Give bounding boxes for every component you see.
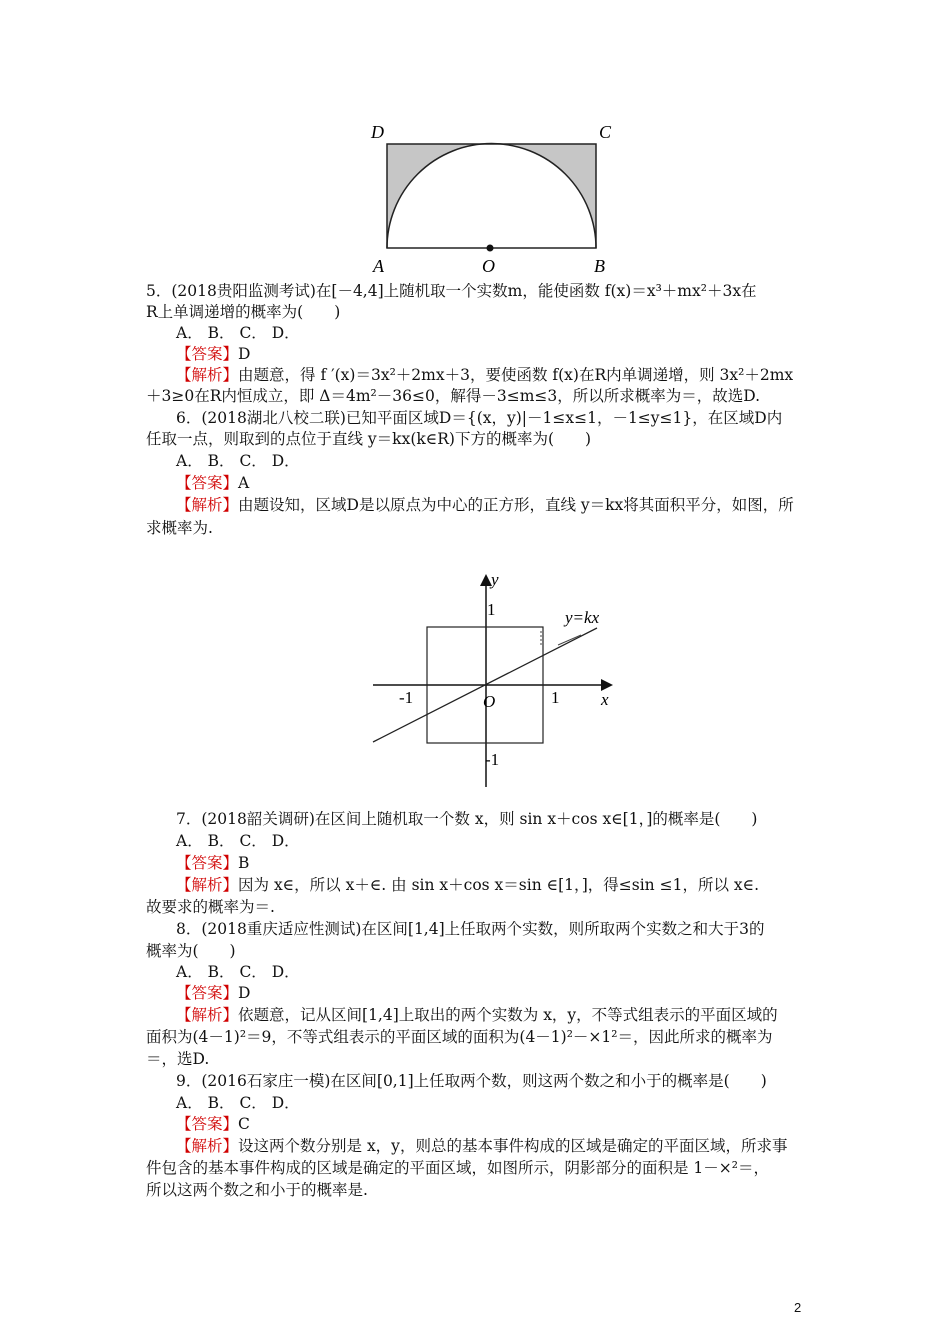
answer-tag: 【答案】 (176, 984, 239, 1002)
q9-analysis-line3: 所以这两个数之和小于的概率是. (146, 1181, 368, 1199)
label-d: D (371, 122, 384, 142)
q5-analysis-line1 (176, 365, 793, 385)
label-a: A (373, 256, 384, 276)
q5-stem-line2: R上单调递增的概率为( ) (146, 303, 341, 321)
q9-analysis-line1 (176, 1136, 787, 1156)
q6-analysis-line2: 求概率为. (146, 519, 213, 537)
q5-analysis-line2: ＋3≥0在R内恒成立，即 Δ＝4m²－36≤0，解得－3≤m≤3，所以所求概率为＝，故选D. (146, 387, 761, 405)
tick-x-pos: 1 (551, 688, 560, 707)
q5-stem-line1: 5．(2018贵阳监测考试)在[－4,4]上随机取一个实数m，能使函数 f(x)＝x³＋mx²＋3x在 (146, 282, 757, 300)
q9-stem-line1: 9．(2016石家庄一模)在区间[0,1]上任取两个数，则这两个数之和小于的概率是( ) (176, 1072, 767, 1090)
square-line-figure (365, 565, 625, 795)
q5-options: A． B． C． D． (176, 324, 300, 342)
analysis-text: 设这两个数分别是 x，y，则总的基本事件构成的区域是确定的平面区域，所求事 (238, 1137, 788, 1155)
q5-answer (176, 344, 250, 364)
q8-options: A． B． C． D． (176, 963, 300, 981)
answer-tag: 【答案】 (176, 854, 239, 872)
analysis-tag: 【解析】 (176, 1006, 239, 1024)
q7-answer (176, 853, 249, 873)
answer-tag: 【答案】 (176, 345, 239, 363)
analysis-tag: 【解析】 (176, 1137, 239, 1155)
label-pointer (558, 635, 581, 645)
q6-answer (176, 473, 249, 493)
page-number: 2 (794, 1300, 802, 1315)
q6-analysis-line1 (176, 495, 794, 515)
analysis-tag: 【解析】 (176, 876, 239, 894)
line-label: y=kx (565, 608, 600, 627)
tick-y-neg: -1 (485, 750, 500, 769)
q9-analysis-line2: 件包含的基本事件构成的区域是确定的平面区域，如图所示，阴影部分的面积是 1－×²＝， (146, 1159, 769, 1177)
q9-options: A． B． C． D． (176, 1094, 300, 1112)
axis-x-label: x (601, 690, 609, 709)
origin-label: O (483, 692, 496, 711)
analysis-text: 因为 x∈，所以 x＋∈. 由 sin x＋cos x＝sin ∈[1，]，得≤sin ≤1，所以 x∈. (238, 876, 760, 894)
semicircle-rectangle-figure (365, 118, 625, 278)
answer-value: A (238, 474, 250, 492)
q9-answer (176, 1114, 250, 1134)
tick-y-pos: 1 (487, 600, 496, 619)
q8-answer (176, 983, 250, 1003)
label-o: O (482, 256, 495, 276)
analysis-text: 由题设知，区域D是以原点为中心的正方形，直线 y＝kx将其面积平分，如图，所 (238, 496, 794, 514)
center-point-o (487, 245, 494, 252)
q6-stem-line1: 6．(2018湖北八校二联)已知平面区域D＝{(x，y)|－1≤x≤1，－1≤y≤1}，在区域D内 (176, 409, 783, 427)
q7-stem-line1: 7．(2018韶关调研)在区间上随机取一个数 x，则 sin x＋cos x∈[1，]的概率是( ) (176, 810, 758, 828)
label-b: B (594, 256, 605, 276)
answer-tag: 【答案】 (176, 1115, 239, 1133)
q6-options: A． B． C． D． (176, 452, 300, 470)
q8-analysis-line2: 面积为(4－1)²＝9，不等式组表示的平面区域的面积为(4－1)²－×1²＝，因此所求的概率为 (146, 1028, 773, 1046)
analysis-tag: 【解析】 (176, 366, 239, 384)
answer-value: B (238, 854, 250, 872)
answer-value: D (238, 984, 251, 1002)
analysis-text: 依题意，记从区间[1,4]上取出的两个实数为 x，y，不等式组表示的平面区域的 (238, 1006, 778, 1024)
shaded-region (387, 144, 596, 248)
q8-stem-line2: 概率为( ) (146, 942, 236, 960)
q7-analysis-line2: 故要求的概率为＝. (146, 898, 275, 916)
q8-stem-line1: 8．(2018重庆适应性测试)在区间[1,4]上任取两个实数，则所取两个实数之和大于3的 (176, 920, 765, 938)
q7-analysis-line1 (176, 875, 759, 895)
q8-analysis-line3: ＝，选D. (146, 1050, 210, 1068)
axis-y-label: y (491, 570, 499, 589)
tick-x-neg: -1 (399, 688, 414, 707)
label-c: C (599, 122, 612, 142)
analysis-text: 由题意，得 f ′(x)＝3x²＋2mx＋3，要使函数 f(x)在R内单调递增，则 3x²＋2mx (238, 366, 794, 384)
q6-stem-line2: 任取一点，则取到的点位于直线 y＝kx(k∈R)下方的概率为( ) (146, 430, 592, 448)
analysis-tag: 【解析】 (176, 496, 239, 514)
answer-value: D (238, 345, 251, 363)
q7-options: A． B． C． D． (176, 832, 300, 850)
answer-value: C (238, 1115, 250, 1133)
answer-tag: 【答案】 (176, 474, 239, 492)
q8-analysis-line1 (176, 1005, 778, 1025)
